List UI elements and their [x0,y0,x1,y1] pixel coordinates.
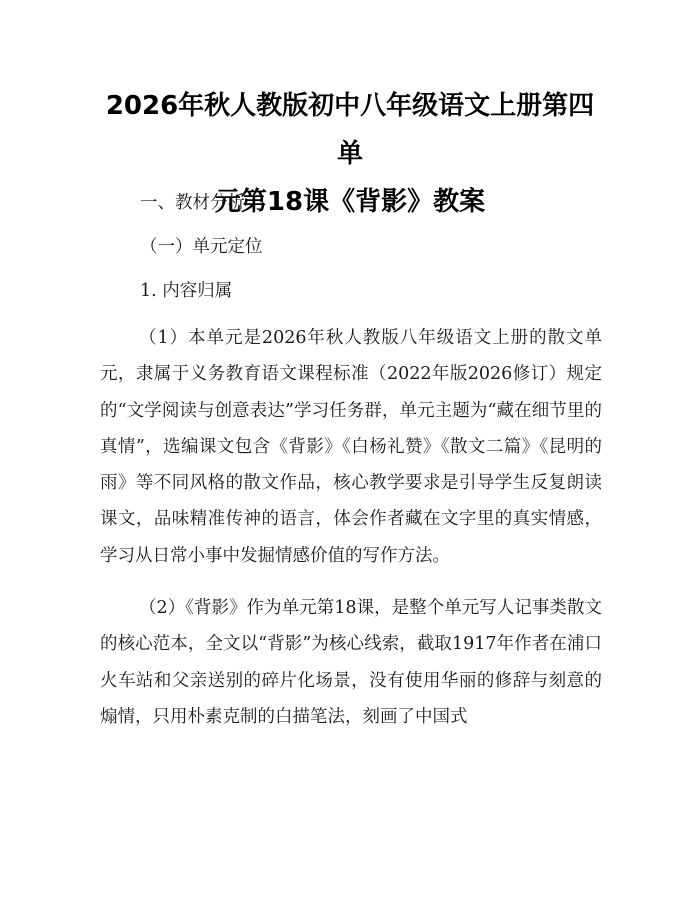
title-line-2: 元第18课《背影》教案 [214,187,486,217]
item-heading: 1. 内容归属 [140,281,233,301]
paragraph: （2）《背影》作为单元第18课，是整个单元写人记事类散文的核心范本，全文以“背影”为核心线索，截取1917年作者在浦口火车站和父亲送别的碎片化场景，没有使用华丽的修辞与刻意的煽情，只用朴素克制的白描笔法，刻画了中国式 [100,598,602,727]
title-line-1: 2026年秋人教版初中八年级语文上册第四单 [105,91,595,169]
section-heading: 一、教材分析 [140,193,245,213]
paragraph: （1）本单元是2026年秋人教版八年级语文上册的散文单元，隶属于义务教育语文课程标准（2022年版2026修订）规定的“文学阅读与创意表达”学习任务群，单元主题为“藏在细节里的真情”，选编课文包含《背影》《白杨礼赞》《散文二篇》《昆明的雨》等不同风格的散文作品，核心教学要求是引导学生反复朗读课文，品味精准传神的语言，体会作者藏在文字里的真实情感，学习从日常小事中发掘情感价值的写作方法。 [100,328,602,566]
subsection-heading: （一）单元定位 [140,237,263,257]
document-body [100,188,602,751]
